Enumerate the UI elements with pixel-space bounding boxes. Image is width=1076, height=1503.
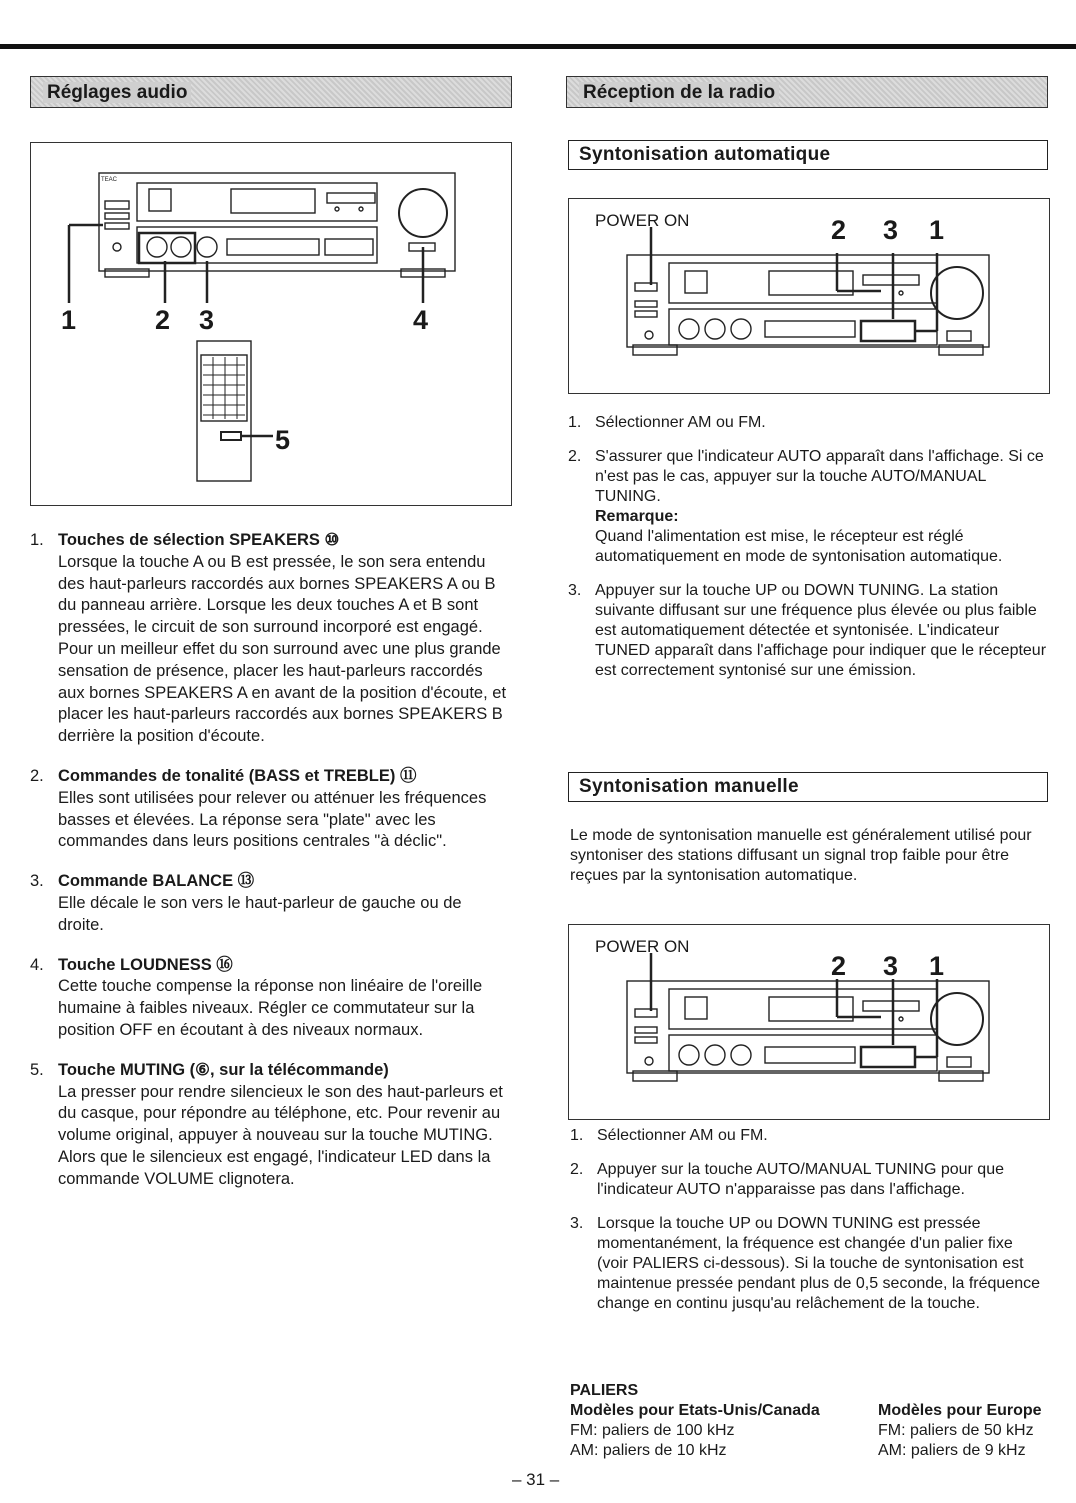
list-item: 3. Commande BALANCE ⑬ Elle décale le son vers le haut-parleur de gauche ou de droite. <box>30 871 510 936</box>
item-title: Commandes de tonalité (BASS et TREBLE) ⑪ <box>58 766 417 785</box>
power-on-label: POWER ON <box>595 937 690 956</box>
callout-1: 1 <box>61 305 77 335</box>
step-text: Appuyer sur la touche UP ou DOWN TUNING. La station suivante diffusant sur une fréquence plus élevée ou plus faible est automatiquement détectée et syntonisée. L'indicateur TUNED apparaît dans l'affichage pour indiquer que le récepteur est correctement syntonisé sur une émission. <box>595 582 1047 679</box>
item-body: Cette touche compense la réponse non linéaire de l'oreille humaine à faibles niveaux. Régler ce commutateur sur la position OFF en écoutant à des niveaux normaux. <box>58 977 483 1039</box>
list-item: 4. Touche LOUDNESS ⑯ Cette touche compense la réponse non linéaire de l'oreille humaine à faibles niveaux. Régler ce commutateur sur la position OFF en écoutant à des niveaux normaux. <box>30 955 510 1042</box>
step-text: Sélectionner AM ou FM. <box>597 1127 768 1144</box>
section-header-audio-label: Réglages audio <box>43 82 191 103</box>
item-body: Lorsque la touche A ou B est pressée, le son sera entendu des haut-parleurs raccordés aux bornes SPEAKERS A ou B du panneau arrière. Lorsque les deux touches A et B sont pressées, le circuit de son surround incorporé est engagé. Pour un meilleur effet du son surround avec une plus grande sensation de présence, placer les haut-parleurs raccordés aux bornes SPEAKERS A en avant de la position d'écoute, et placer les haut-parleurs raccordés aux bornes SPEAKERS B derrière la position d'écoute. <box>58 552 507 746</box>
svg-text:TEAC: TEAC <box>101 177 118 183</box>
paliers-eu-am: AM: paliers de 9 kHz <box>878 1442 1026 1459</box>
list-item: 1. Touches de sélection SPEAKERS ⑩ Lorsque la touche A ou B est pressée, le son sera entendu des haut-parleurs raccordés aux bornes SPEAKERS A ou B du panneau arrière. Lorsque les deux touches A et B sont pressées, le circuit de son surround incorporé est engagé. Pour un meilleur effet du son surround avec une plus grande sensation de présence, placer les haut-parleurs raccordés aux bornes SPEAKERS A en avant de la position d'écoute, et placer les haut-parleurs raccordés aux bornes SPEAKERS B derrière la position d'écoute. <box>30 530 510 748</box>
paliers-block <box>570 1381 1070 1465</box>
list-item: 3. Appuyer sur la touche UP ou DOWN TUNING. La station suivante diffusant sur une fréquence plus élevée ou plus faible est automatiquement détectée et syntonisée. L'indicateur TUNED apparaît dans l'affichage pour indiquer que le récepteur est correctement syntonisé sur une émission. <box>568 582 1047 679</box>
callout-2: 2 <box>831 951 847 981</box>
callout-1: 1 <box>929 215 945 245</box>
callout-5: 5 <box>275 425 291 455</box>
list-item: 1. Sélectionner AM ou FM. <box>570 1127 768 1144</box>
callout-3: 3 <box>883 951 899 981</box>
step-text: Appuyer sur la touche AUTO/MANUAL TUNING pour que l'indicateur AUTO n'apparaisse pas dans l'affichage. <box>597 1161 1004 1198</box>
list-item: 5. Touche MUTING (⑥, sur la télécommande) La presser pour rendre silencieux le son des haut-parleurs et du casque, pour répondre au téléphone, etc. Pour revenir au volume original, appuyer à nouveau sur la touche MUTING. Alors que le silencieux est engagé, l'indicateur LED dans la commande VOLUME clignotera. <box>30 1060 510 1191</box>
remark-text: Quand l'alimentation est mise, le récepteur est réglé automatiquement en mode de syntonisation automatique. <box>595 528 1003 565</box>
subheader-auto-tuning-label: Syntonisation automatique <box>579 144 831 165</box>
audio-controls-list <box>30 530 510 1205</box>
auto-tuning-steps <box>568 413 1048 695</box>
power-on-label: POWER ON <box>595 211 690 230</box>
step-text: Lorsque la touche UP ou DOWN TUNING est pressée momentanément, la fréquence est changée d'un palier fixe (voir PALIERS ci-dessous). Si la touche de syntonisation est maintenue pressée pendant plus de 0,5 seconde, la fréquence change en continu jusqu'au relâchement de la touche. <box>597 1215 1040 1312</box>
callout-3: 3 <box>199 305 215 335</box>
page-number: – 31 – <box>512 1470 560 1489</box>
section-header-audio <box>30 76 512 108</box>
remark-label: Remarque: <box>595 508 679 525</box>
item-body: Elles sont utilisées pour relever ou atténuer les fréquences basses et élevées. La réponse sera "plate" avec les commandes dans leurs positions centrales "à déclic". <box>58 788 487 851</box>
callout-2: 2 <box>155 305 171 335</box>
paliers-us-title: Modèles pour Etats-Unis/Canada <box>570 1402 820 1419</box>
item-title: Touche LOUDNESS ⑯ <box>58 955 233 974</box>
paliers-title: PALIERS <box>570 1382 639 1399</box>
list-item: 3. Lorsque la touche UP ou DOWN TUNING est pressée momentanément, la fréquence est changée d'un palier fixe (voir PALIERS ci-dessous). Si la touche de syntonisation est maintenue pressée pendant plus de 0,5 seconde, la fréquence change en continu jusqu'au relâchement de la touche. <box>570 1215 1040 1312</box>
paliers-us <box>570 1401 870 1461</box>
callout-3: 3 <box>883 215 899 245</box>
item-title: Commande BALANCE ⑬ <box>58 872 255 891</box>
auto-tuning-figure <box>568 198 1050 394</box>
list-item: 1. Sélectionner AM ou FM. <box>568 414 766 431</box>
manual-tuning-steps <box>570 1126 1048 1314</box>
paliers-us-fm: FM: paliers de 100 kHz <box>570 1422 735 1439</box>
callout-2: 2 <box>831 215 847 245</box>
list-item: 2. S'assurer que l'indicateur AUTO apparaît dans l'affichage. Si ce n'est pas le cas, appuyer sur la touche AUTO/MANUAL TUNING. Remarque: Quand l'alimentation est mise, le récepteur est réglé automatiquement en mode de syntonisation automatique. <box>568 447 1048 567</box>
manual-intro: Le mode de syntonisation manuelle est généralement utilisé pour syntoniser des stations diffusant un signal trop faible pour être reçues par la syntonisation automatique. <box>570 827 1032 884</box>
paliers-eu-fm: FM: paliers de 50 kHz <box>878 1422 1034 1439</box>
subheader-auto-tuning <box>568 140 1048 170</box>
item-title: Touche MUTING (⑥, sur la télécommande) <box>58 1060 389 1079</box>
receiver-diagram <box>31 143 511 505</box>
section-header-radio-label: Réception de la radio <box>579 82 779 103</box>
paliers-us-am: AM: paliers de 10 kHz <box>570 1442 727 1459</box>
audio-figure <box>30 142 512 506</box>
top-rule <box>0 44 1076 49</box>
section-header-radio <box>566 76 1048 108</box>
item-body: La presser pour rendre silencieux le son des haut-parleurs et du casque, pour répondre au téléphone, etc. Pour revenir au volume original, appuyer à nouveau sur la touche MUTING. Alors que le silencieux est engagé, l'indicateur LED dans la commande VOLUME clignotera. <box>58 1082 503 1188</box>
step-text: S'assurer que l'indicateur AUTO apparaît dans l'affichage. Si ce n'est pas le cas, appuyer sur la touche AUTO/MANUAL TUNING. <box>595 448 1044 505</box>
subheader-manual-tuning <box>568 772 1048 802</box>
paliers-eu-title: Modèles pour Europe <box>878 1402 1042 1419</box>
list-item: 2. Commandes de tonalité (BASS et TREBLE) ⑪ Elles sont utilisées pour relever ou atténuer les fréquences basses et élevées. La réponse sera "plate" avec les commandes dans leurs positions centrales "à déclic". <box>30 766 510 853</box>
manual-tuning-figure <box>568 924 1050 1120</box>
item-title: Touches de sélection SPEAKERS ⑩ <box>58 531 340 549</box>
subheader-manual-tuning-label: Syntonisation manuelle <box>579 776 799 797</box>
callout-1: 1 <box>929 951 945 981</box>
step-text: Sélectionner AM ou FM. <box>595 414 766 431</box>
list-item: 2. Appuyer sur la touche AUTO/MANUAL TUNING pour que l'indicateur AUTO n'apparaisse pas dans l'affichage. <box>570 1161 1004 1198</box>
paliers-eu <box>878 1401 1070 1461</box>
callout-4: 4 <box>413 305 429 335</box>
item-body: Elle décale le son vers le haut-parleur de gauche ou de droite. <box>58 893 462 934</box>
